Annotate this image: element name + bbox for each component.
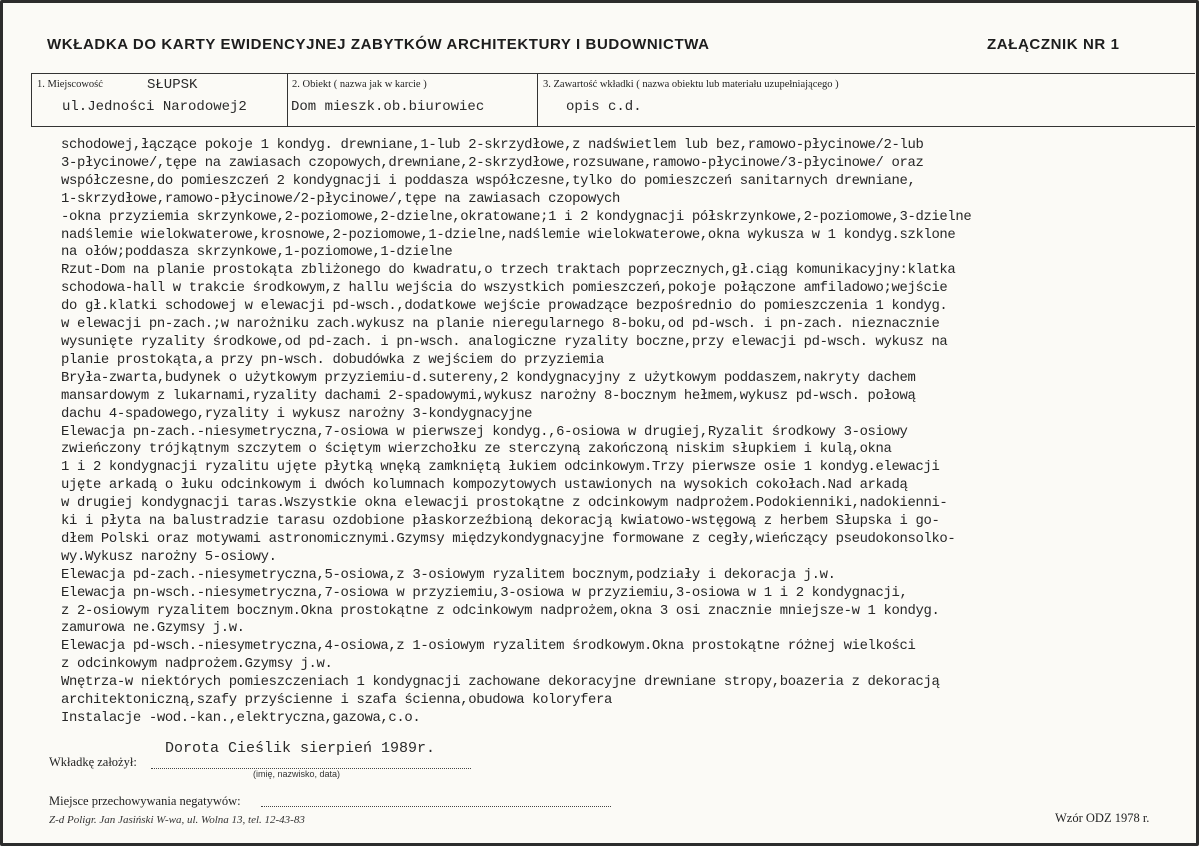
negatives-dotted-line	[261, 806, 611, 807]
text-line: do gł.klatki schodowej w elewacji pd-wsch.,dodatkowe wejście prowadzące bezpośrednio do pomieszczenia 1 kondyg.	[61, 298, 948, 315]
text-line: 1 i 2 kondygnacji ryzalitu ujęte płytką wnęką zamkniętą łukiem odcinkowym.Trzy pierwsze osie 1 kondyg.elewacji	[61, 459, 940, 476]
text-line: nadślemie wielokwaterowe,krosnowe,2-poziomowe,1-dzielne,nadślemie wielokwaterowe,okna wykusza w 1 kondyg.szklone	[61, 226, 956, 243]
text-line: -okna przyziemia skrzynkowe,2-poziomowe,2-dzielne,okratowane;1 i 2 kondygnacji półskrzynkowe,2-poziomowe,3-dzielne	[61, 208, 972, 225]
text-line: dłem Polski oraz motywami astronomicznymi.Gzymsy międzykondygnacyjne formowane z cegły,wieńczący pseudokonsolko-	[61, 530, 956, 547]
text-line: Elewacja pd-wsch.-niesymetryczna,4-osiowa,z 1-osiowym ryzalitem środkowym.Okna prostokątne różnej wielkości	[61, 638, 916, 655]
text-line: dachu 4-spadowego,ryzality i wykusz narożny 3-kondygnacyjne	[61, 405, 533, 422]
founder-caption: (imię, nazwisko, data)	[253, 769, 341, 779]
text-line: współczesne,do pomieszczeń 2 kondygnacji i poddasza współczesne,tylko do pomieszczeń sanitarnych drewniane,	[61, 172, 916, 189]
text-line: na ołów;poddasza skrzynkowe,1-poziomowe,1-dzielne	[61, 244, 453, 261]
object-label: 2. Obiekt ( nazwa jak w karcie )	[292, 79, 427, 90]
form-model: Wzór ODZ 1978 r.	[1055, 811, 1150, 825]
text-line: mansardowym z lukarnami,ryzality dachami 2-spadowymi,wykusz narożny 8-bocznym hełmem,wykusz pd-wsch. połową	[61, 387, 916, 404]
founder-value: Dorota Cieślik sierpień 1989r.	[165, 740, 436, 757]
text-line: w drugiej kondygnacji taras.Wszystkie okna elewacji prostokątne z odcinkowym nadprożem.Podokienniki,nadokienni-	[61, 495, 948, 512]
location-label: 1. Miejscowość	[37, 79, 103, 90]
text-line: wy.Wykusz narożny 5-osiowy.	[61, 548, 277, 565]
text-line: Bryła-zwarta,budynek o użytkowym przyziemiu-d.sutereny,2 kondygnacyjny z użytkowym poddaszem,nakryty dachem	[61, 369, 916, 386]
text-line: zamurowa ne.Gzymsy j.w.	[61, 620, 245, 637]
text-line: schodowej,łączące pokoje 1 kondyg. drewniane,1-lub 2-skrzydłowe,z nadświetlem lub bez,ramowo-płycinowe/2-lub	[61, 137, 924, 153]
text-line: Wnętrza-w niektórych pomieszczeniach 1 kondygnacji zachowane dekoracyjne drewniane stropy,boazeria z dekoracją	[61, 674, 940, 691]
location-field	[31, 74, 288, 126]
location-city: SŁUPSK	[147, 77, 198, 93]
text-line: z odcinkowym nadprożem.Gzymsy j.w.	[61, 656, 333, 673]
founder-label: Wkładkę założył:	[49, 755, 137, 769]
text-line: zwieńczony trójkątnym szczytem o ściętym wierzchołku ze sterczyną zakończoną niskim słupkiem i kulą,okna	[61, 441, 892, 458]
text-line: planie prostokąta,a przy pn-wsch. dobudówka z wejściem do przyziemia	[61, 351, 605, 368]
text-line: Elewacja pn-zach.-niesymetryczna,7-osiowa w pierwszej kondyg.,6-osiowa w drugiej,Ryzalit środkowy 3-osiowy	[61, 423, 908, 440]
text-line: Rzut-Dom na planie prostokąta zbliżonego do kwadratu,o trzech traktach poprzecznych,gł.ciąg komunikacyjny:klatka	[61, 262, 956, 279]
text-line: wysunięte ryzality środkowe,od pd-zach. i pn-wsch. analogiczne ryzality boczne,przy elewacji pd-wsch. wykusz na	[61, 333, 948, 350]
contents-field	[538, 74, 1193, 126]
typed-description	[61, 137, 1193, 728]
contents-value: opis c.d.	[566, 99, 642, 115]
text-line: ki i płyta na balustradzie tarasu ozdobione płaskorzeźbioną dekoracją kwiatowo-wstęgową z herbem Słupska i go-	[61, 513, 940, 530]
text-line: 1-skrzydłowe,ramowo-płycinowe/2-płycinowe/,tępe na zawiasach czopowych	[61, 190, 621, 207]
contents-label: 3. Zawartość wkładki ( nazwa obiektu lub materiału uzupełniającego )	[543, 79, 839, 90]
text-line: 3-płycinowe/,tępe na zawiasach czopowych,drewniane,2-skrzydłowe,rozsuwane,ramowo-płycinowe/3-płycinowe/ oraz	[61, 154, 924, 171]
object-field	[287, 74, 538, 126]
location-street: ul.Jedności Narodowej2	[62, 99, 247, 115]
text-line: schodowa-hall w trakcie środkowym,z hallu wejścia do wszystkich pomieszczeń,pokoje połączone amfiladowo;wejście	[61, 280, 948, 297]
text-line: Elewacja pn-wsch.-niesymetryczna,7-osiowa w przyziemiu,3-osiowa w przyziemiu,3-osiowa w 1 i 2 kondygnacji,	[61, 584, 908, 601]
printer-info: Z-d Poligr. Jan Jasiński W-wa, ul. Wolna 13, tel. 12-43-83	[49, 814, 305, 826]
text-line: w elewacji pn-zach.;w narożniku zach.wykusz na planie nieregularnego 8-boku,od pd-wsch. i pn-zach. nieznacznie	[61, 316, 940, 333]
text-line: Instalacje -wod.-kan.,elektryczna,gazowa,c.o.	[61, 710, 421, 726]
text-line: z 2-osiowym ryzalitem bocznym.Okna prostokątne z odcinkowym nadprożem,okna 3 osi znacznie mniejsze-w 1 kondyg.	[61, 602, 940, 619]
object-name: Dom mieszk.ob.biurowiec	[291, 99, 485, 115]
header-fields	[31, 73, 1195, 127]
text-line: Elewacja pd-zach.-niesymetryczna,5-osiowa,z 3-osiowym ryzalitem bocznym,podziały i dekoracja j.w.	[61, 566, 836, 583]
form-title: WKŁADKA DO KARTY EWIDENCYJNEJ ZABYTKÓW ARCHITEKTURY I BUDOWNICTWA	[47, 36, 710, 53]
text-line: ujęte arkadą o łuku odcinkowym i dwóch kolumnach kompozytowych ustawionych na wysokich cokołach.Nad arkadą	[61, 477, 908, 494]
annex-number: ZAŁĄCZNIK NR 1	[987, 36, 1120, 53]
text-line: architektoniczną,szafy przyścienne i szafa ścienna,obudowa koloryfera	[61, 692, 613, 709]
negatives-label: Miejsce przechowywania negatywów:	[49, 794, 241, 808]
